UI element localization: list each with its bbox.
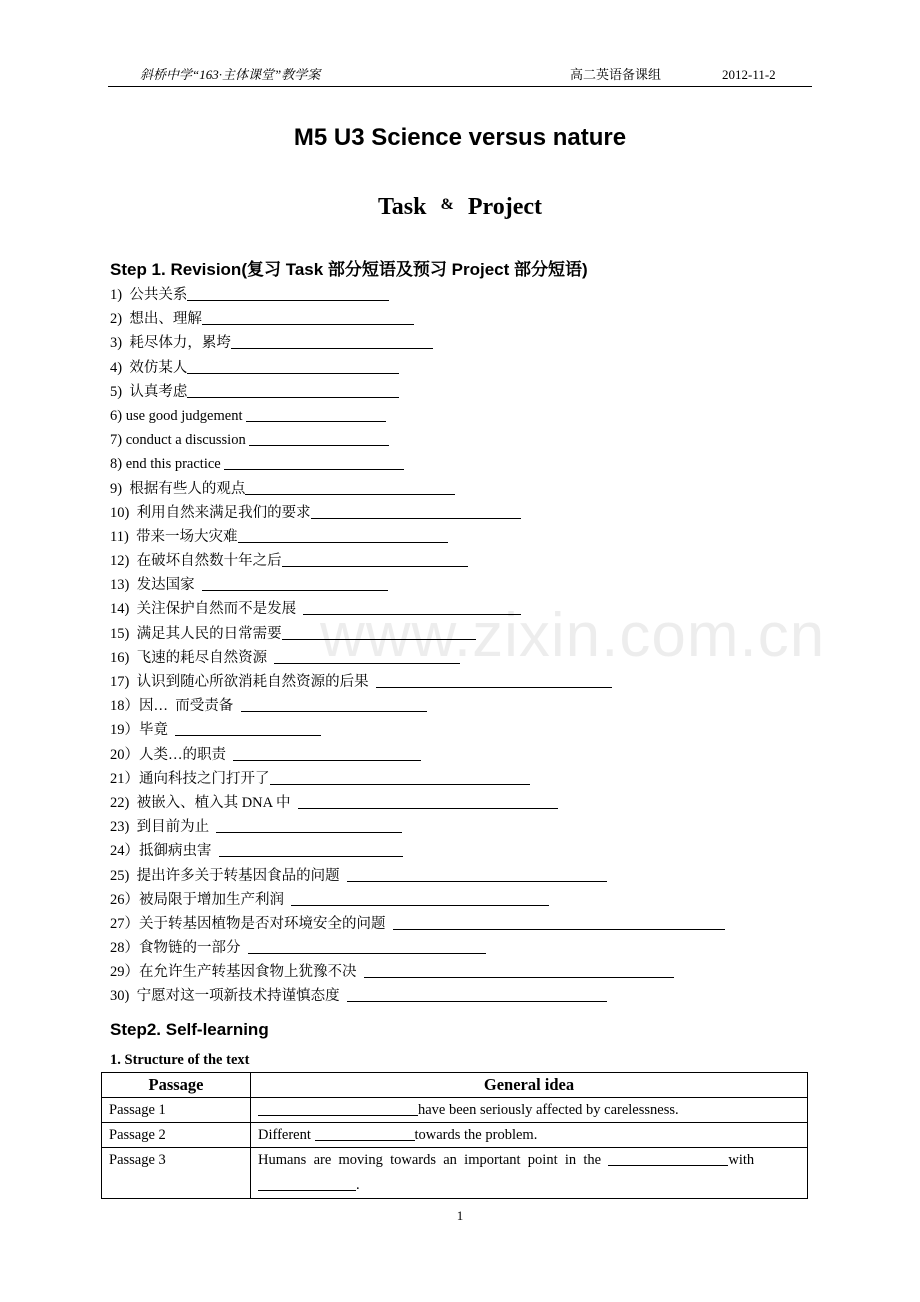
passage-cell: Passage 1: [102, 1098, 251, 1123]
idea-text-pre: Different: [258, 1127, 315, 1143]
answer-blank[interactable]: [249, 430, 389, 446]
list-item: [110, 356, 810, 380]
idea-text: towards the problem.: [414, 1127, 538, 1143]
answer-blank[interactable]: [216, 817, 402, 833]
step2-heading: Step2. Self-learning: [110, 1020, 269, 1039]
general-idea-cell: [251, 1123, 808, 1148]
phrase-text: 4) 效仿某人: [110, 359, 188, 376]
list-item: [110, 984, 810, 1008]
header-group: 高二英语备课组: [570, 67, 662, 82]
answer-blank[interactable]: [364, 962, 674, 978]
answer-blank[interactable]: [175, 720, 321, 736]
list-item: [110, 888, 810, 912]
phrase-text: 20）人类…的职责: [110, 746, 234, 763]
header-school: 斜桥中学“163·主体课堂”教学案: [140, 67, 321, 82]
list-item: [110, 283, 810, 307]
list-item: [110, 694, 810, 718]
header-passage: Passage: [102, 1073, 251, 1098]
answer-blank[interactable]: [291, 890, 549, 906]
answer-blank[interactable]: [347, 866, 607, 882]
phrase-text: 8) end this practice: [110, 456, 225, 473]
list-item: [110, 815, 810, 839]
phrase-text: 9) 根据有些人的观点: [110, 480, 246, 497]
subtitle-project: Project: [467, 194, 542, 220]
phrase-text: 3) 耗尽体力，累垮: [110, 335, 231, 352]
idea-text-post: .: [356, 1177, 360, 1193]
phrase-text: 30) 宁愿对这一项新技术持谨慎态度: [110, 988, 347, 1005]
answer-blank[interactable]: [224, 454, 404, 470]
phrase-text: 23) 到目前为止: [110, 819, 217, 836]
phrase-text: 7) conduct a discussion: [110, 432, 250, 449]
answer-blank[interactable]: [241, 696, 427, 712]
answer-blank[interactable]: [238, 527, 448, 543]
answer-blank[interactable]: [187, 358, 399, 374]
document-subtitle: [0, 194, 920, 221]
answer-blank[interactable]: [202, 575, 388, 591]
answer-blank[interactable]: [248, 938, 486, 954]
idea-text: with: [728, 1152, 755, 1168]
general-idea-cell: [251, 1098, 808, 1123]
phrase-text: 26）被局限于增加生产利润: [110, 891, 292, 908]
list-item: [110, 501, 810, 525]
list-item: [110, 670, 810, 694]
phrase-text: 15) 满足其人民的日常需要: [110, 625, 282, 642]
passage-cell: Passage 2: [102, 1123, 251, 1148]
phrase-text: 16) 飞速的耗尽自然资源: [110, 649, 275, 666]
answer-blank[interactable]: [246, 406, 386, 422]
phrase-text: 17) 认识到随心所欲消耗自然资源的后果: [110, 674, 376, 690]
list-item: [110, 839, 810, 863]
list-item: [110, 477, 810, 501]
answer-blank[interactable]: [258, 1175, 356, 1191]
table-row: [102, 1098, 808, 1123]
phrase-text: 18）因… 而受责备: [110, 698, 241, 715]
subtitle-ampersand: &: [440, 196, 454, 213]
phrase-text: 27）关于转基因植物是否对环境安全的问题: [110, 915, 393, 932]
phrase-text: 14) 关注保护自然而不是发展: [110, 601, 304, 618]
list-item: [110, 331, 810, 355]
answer-blank[interactable]: [311, 503, 521, 519]
watermark: www.zixin.com.cn: [320, 601, 826, 670]
phrase-text: 1) 公共关系: [110, 287, 188, 303]
header-date: 2012-11-2: [722, 67, 776, 82]
answer-blank[interactable]: [258, 1100, 418, 1116]
phrase-text: 10) 利用自然来满足我们的要求: [110, 504, 311, 521]
page-header: [108, 64, 812, 87]
phrase-text: 12) 在破坏自然数十年之后: [110, 553, 282, 570]
list-item: [110, 767, 810, 791]
answer-blank[interactable]: [393, 914, 725, 930]
list-item: [110, 743, 810, 767]
list-item: [110, 960, 810, 984]
answer-blank[interactable]: [245, 479, 455, 495]
list-item: [110, 718, 810, 742]
phrase-text: 25) 提出许多关于转基因食品的问题: [110, 867, 347, 884]
idea-text: have been seriously affected by carelessness.: [418, 1102, 679, 1118]
list-item: [110, 573, 810, 597]
idea-text-pre: Humans are moving towards an important point in the: [258, 1152, 609, 1168]
list-item: [110, 428, 810, 452]
phrase-text: 22) 被嵌入、植入其 DNA 中: [110, 794, 298, 811]
answer-blank[interactable]: [347, 986, 607, 1002]
answer-blank[interactable]: [376, 672, 612, 688]
list-item: [110, 912, 810, 936]
answer-blank[interactable]: [231, 333, 433, 349]
list-item: [110, 452, 810, 476]
structure-subheading: 1. Structure of the text: [110, 1052, 250, 1068]
phrase-text: 11) 带来一场大灾难: [110, 528, 238, 545]
phrase-text: 6) use good judgement: [110, 407, 247, 424]
list-item: [110, 380, 810, 404]
phrase-text: 5) 认真考虑: [110, 383, 188, 400]
table-row: [102, 1123, 808, 1148]
answer-blank[interactable]: [282, 551, 468, 567]
structure-table: [101, 1072, 808, 1199]
list-item: [110, 404, 810, 428]
header-general-idea: General idea: [251, 1073, 808, 1098]
answer-blank[interactable]: [298, 793, 558, 809]
phrase-text: 2) 想出、理解: [110, 311, 202, 328]
list-item: [110, 525, 810, 549]
answer-blank[interactable]: [315, 1125, 415, 1141]
phrase-text: 28）食物链的一部分: [110, 940, 248, 957]
page-number: 1: [456, 1208, 464, 1223]
answer-blank[interactable]: [270, 769, 530, 785]
phrase-text: 24）抵御病虫害: [110, 843, 219, 860]
list-item: [110, 791, 810, 815]
document-title: M5 U3 Science versus nature: [293, 124, 627, 151]
table-row: [102, 1148, 808, 1199]
list-item: [110, 864, 810, 888]
list-item: [110, 936, 810, 960]
answer-blank[interactable]: [608, 1150, 728, 1166]
list-item: [110, 549, 810, 573]
answer-blank[interactable]: [219, 841, 403, 857]
phrase-text: 13) 发达国家: [110, 577, 202, 594]
phrase-text: 21）通向科技之门打开了: [110, 770, 270, 787]
phrase-text: 29）在允许生产转基因食物上犹豫不决: [110, 964, 364, 981]
passage-cell: Passage 3: [102, 1148, 251, 1199]
answer-blank[interactable]: [233, 745, 421, 761]
list-item: [110, 307, 810, 331]
answer-blank[interactable]: [202, 309, 414, 325]
table-header-row: [102, 1073, 808, 1098]
answer-blank[interactable]: [187, 285, 389, 301]
phrase-text: 19）毕竟: [110, 722, 176, 739]
general-idea-cell: [251, 1148, 808, 1199]
answer-blank[interactable]: [187, 382, 399, 398]
subtitle-task: Task: [378, 194, 427, 220]
step1-heading: Step 1. Revision(复习 Task 部分短语及预习 Project 部分短语): [110, 260, 588, 279]
